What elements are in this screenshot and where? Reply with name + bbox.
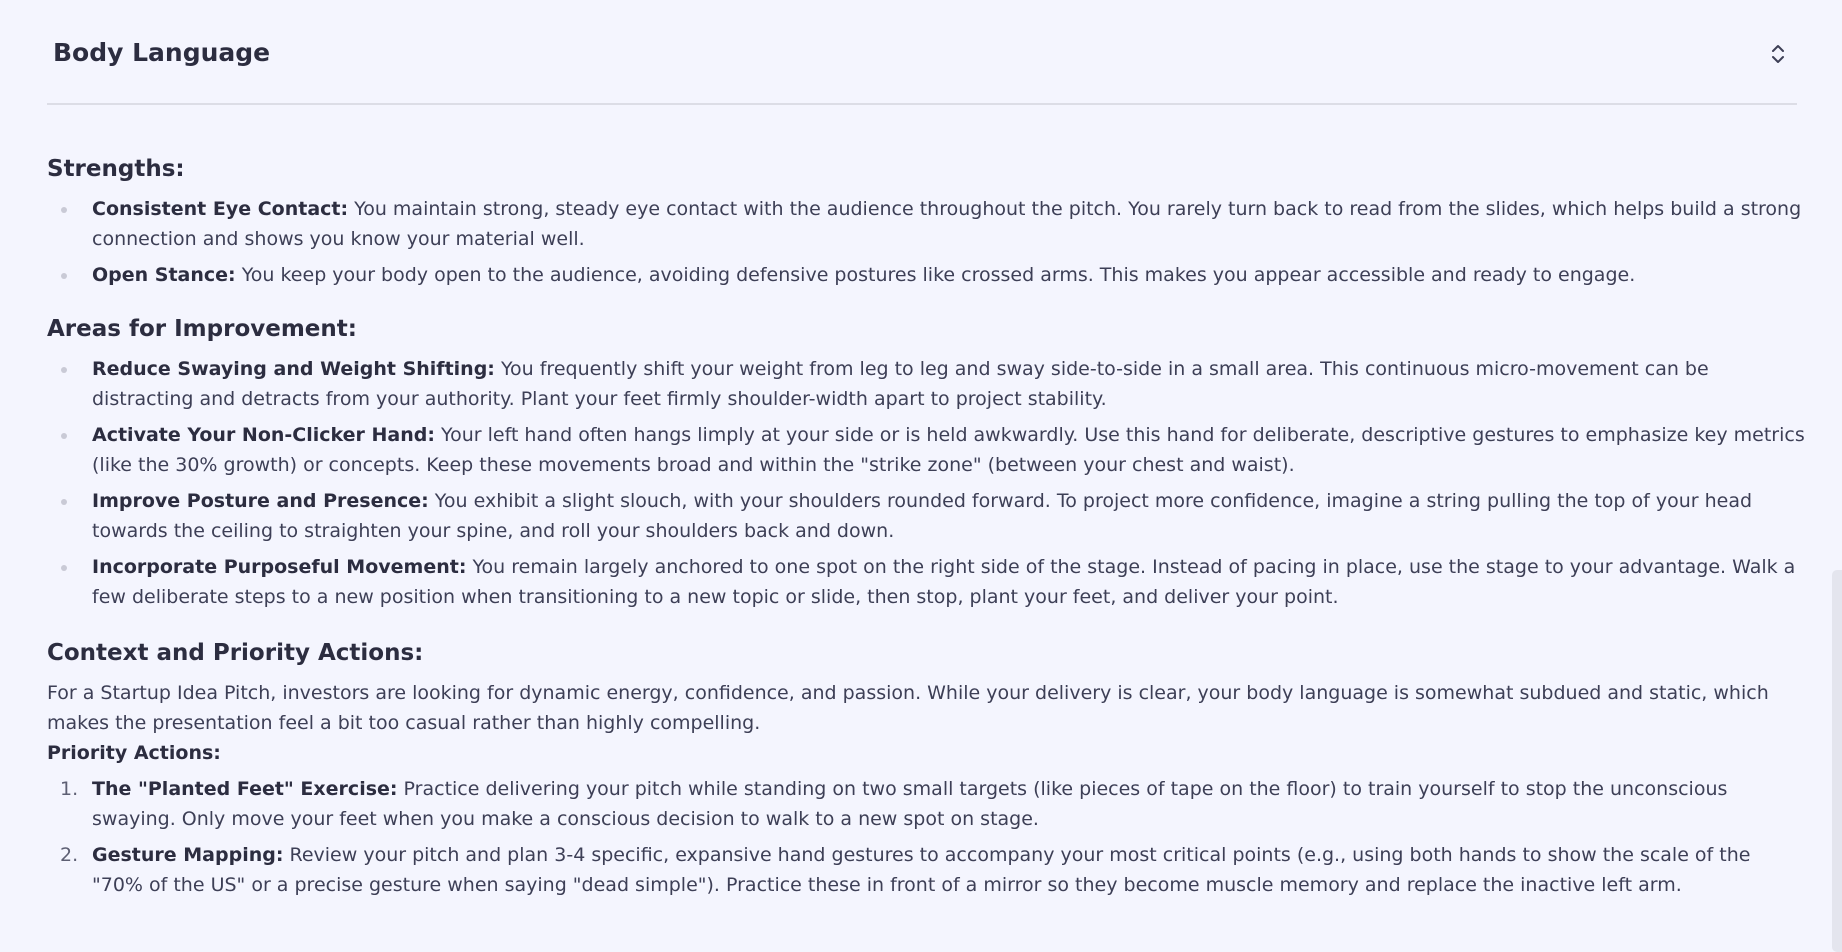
item-text: You maintain strong, steady eye contact with the audience throughout the pitch. You rarely turn back to read from the slides, which helps build a strong connection and shows you know your material well.: [92, 198, 1802, 250]
item-title: Consistent Eye Contact:: [92, 198, 349, 220]
item-text: You exhibit a slight slouch, with your shoulders rounded forward. To project more confidence, imagine a string pulling the top of your head towards the ceiling to straighten your spine, and roll your shoulders back and down.: [92, 490, 1753, 542]
item-title: The "Planted Feet" Exercise:: [92, 778, 398, 800]
priority-actions-list: [47, 774, 1807, 900]
chevron-up-down-icon[interactable]: [1767, 40, 1789, 68]
improvement-list: [47, 354, 1807, 612]
strengths-heading: Strengths:: [47, 156, 185, 182]
improvement-section: [47, 310, 1807, 612]
strengths-section: [47, 150, 1807, 290]
item-title: Open Stance:: [92, 264, 236, 286]
list-item: [60, 774, 1807, 834]
list-item: [92, 194, 1807, 254]
context-paragraph: For a Startup Idea Pitch, investors are looking for dynamic energy, confidence, and passion. While your delivery is clear, your body language is somewhat subdued and static, which makes the presentation feel a bit too casual rather than highly compelling.: [47, 682, 1769, 734]
item-title: Gesture Mapping:: [92, 844, 284, 866]
context-section: [47, 634, 1807, 900]
item-text: You remain largely anchored to one spot on the right side of the stage. Instead of pacing in place, use the stage to your advantage. Walk a few deliberate steps to a new position when transitioning to a new topic or slide, then stop, plant your feet, and deliver your point.: [92, 556, 1796, 608]
list-item: [92, 420, 1807, 480]
item-text: You keep your body open to the audience, avoiding defensive postures like crossed arms. This makes you appear accessible and ready to engage.: [235, 264, 1636, 286]
item-title: Incorporate Purposeful Movement:: [92, 556, 467, 578]
item-title: Reduce Swaying and Weight Shifting:: [92, 358, 495, 380]
strengths-list: [47, 194, 1807, 290]
section-header: [47, 0, 1797, 105]
priority-actions-label: Priority Actions:: [47, 742, 221, 764]
item-text: Practice delivering your pitch while standing on two small targets (like pieces of tape on the floor) to train yourself to stop the unconscious swaying. Only move your feet when you make a conscious decision to walk to a new spot on stage.: [92, 778, 1728, 830]
item-number: 1.: [60, 778, 79, 800]
section-title: Body Language: [53, 38, 271, 67]
item-text: Your left hand often hangs limply at your side or is held awkwardly. Use this hand for deliberate, descriptive gestures to emphasize key metrics (like the 30% growth) or concepts. Keep these movements broad and within the "strike zone" (between your chest and waist).: [92, 424, 1805, 476]
list-item: [92, 260, 1807, 290]
list-item: [92, 552, 1807, 612]
context-heading: Context and Priority Actions:: [47, 640, 424, 666]
improvement-heading: Areas for Improvement:: [47, 316, 357, 342]
item-text: Review your pitch and plan 3-4 specific, expansive hand gestures to accompany your most critical points (e.g., using both hands to show the scale of the "70% of the US" or a precise gesture when saying "dead simple"). Practice these in front of a mirror so they become muscle memory and replace the inactive left arm.: [92, 844, 1751, 896]
item-text: You frequently shift your weight from leg to leg and sway side-to-side in a small area. This continuous micro-movement can be distracting and detracts from your authority. Plant your feet firmly shoulder-width apart to project stability.: [92, 358, 1709, 410]
item-title: Activate Your Non-Clicker Hand:: [92, 424, 435, 446]
list-item: [92, 354, 1807, 414]
item-number: 2.: [60, 844, 79, 866]
section-content: [47, 150, 1807, 906]
list-item: [60, 840, 1807, 900]
scrollbar-thumb[interactable]: [1832, 570, 1842, 952]
item-title: Improve Posture and Presence:: [92, 490, 429, 512]
list-item: [92, 486, 1807, 546]
